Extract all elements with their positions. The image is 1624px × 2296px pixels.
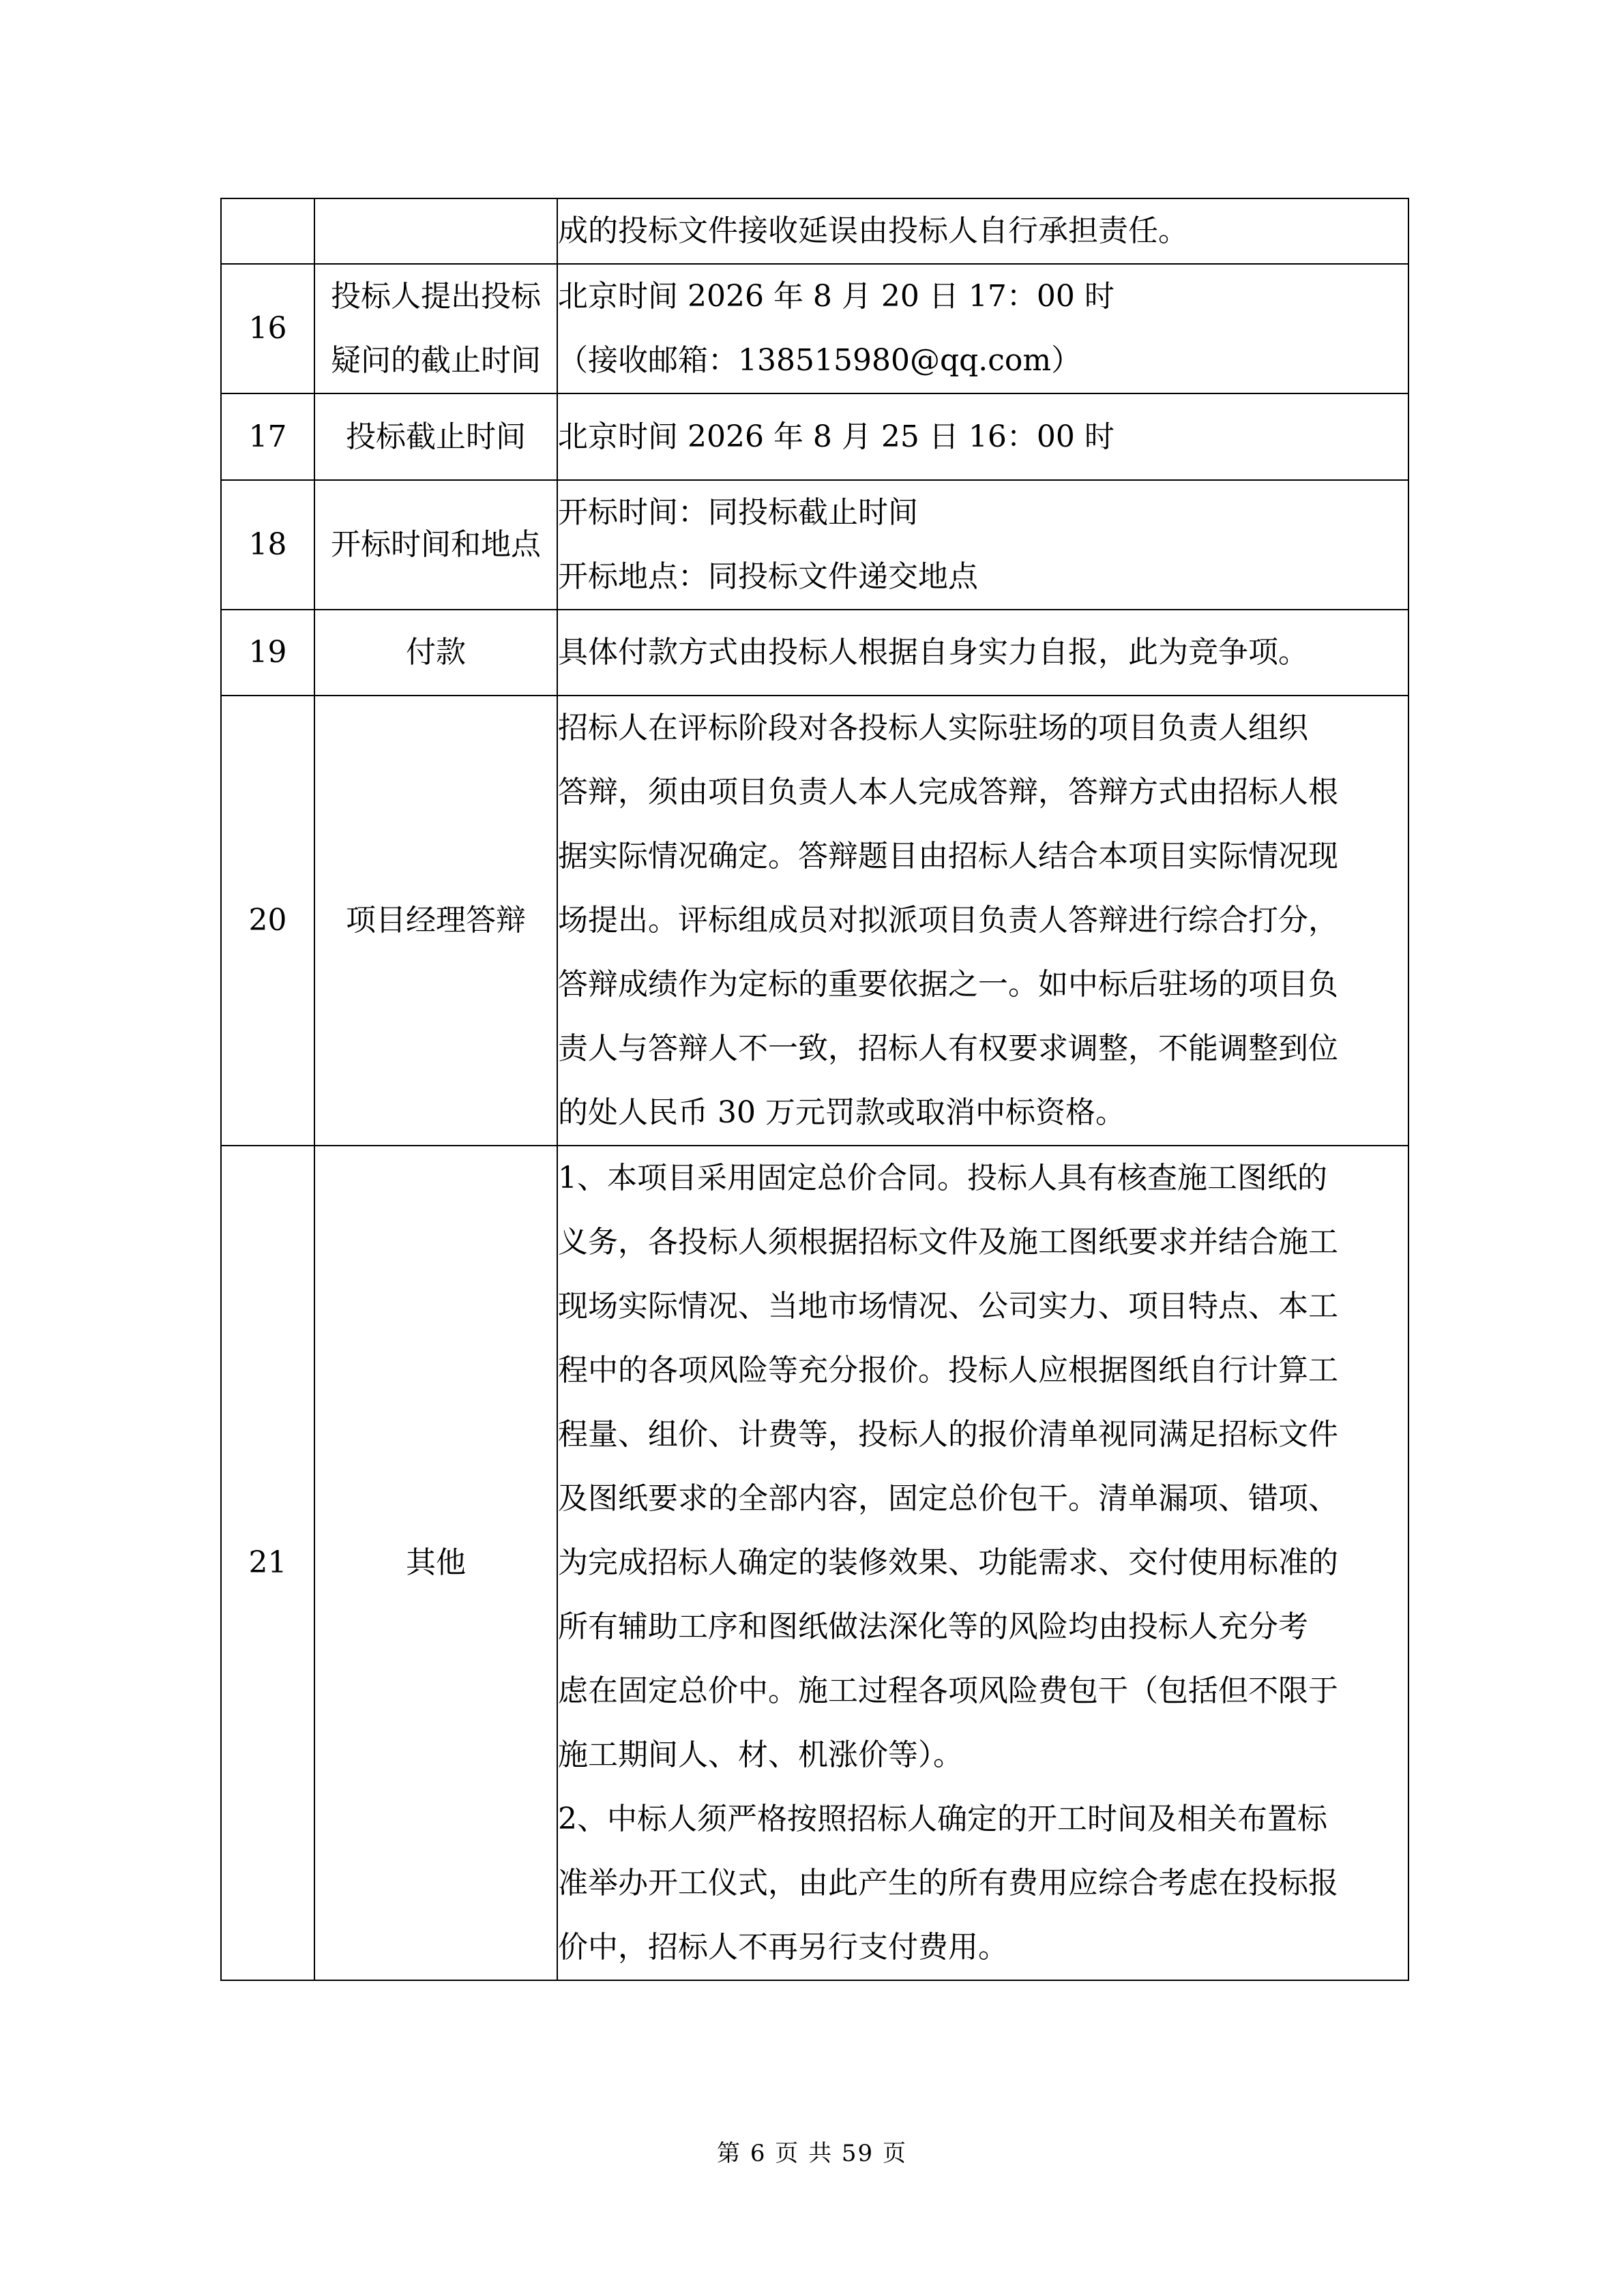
row-content-line: 北京时间 2026 年 8 月 25 日 16：00 时 [558, 419, 1114, 454]
row-number [221, 198, 314, 264]
row-content-line: 2、中标人须严格按照招标人确定的开工时间及相关布置标 [558, 1802, 1327, 1836]
row-label-line: 投标截止时间 [346, 419, 526, 454]
row-content-line: 1、本项目采用固定总价合同。投标人具有核查施工图纸的 [558, 1161, 1327, 1195]
row-content-line: 现场实际情况、当地市场情况、公司实力、项目特点、本工 [558, 1289, 1338, 1324]
row-content-line: 义务，各投标人须根据招标文件及施工图纸要求并结合施工 [558, 1225, 1338, 1259]
bid-info-table [220, 198, 1409, 1981]
row-number: 16 [221, 264, 314, 393]
row-content-line: 的处人民币 30 万元罚款或取消中标资格。 [558, 1095, 1125, 1130]
table-row [221, 480, 1408, 610]
row-content-line: 成的投标文件接收延误由投标人自行承担责任。 [558, 213, 1188, 248]
row-content-line: 据实际情况确定。答辩题目由招标人结合本项目实际情况现 [558, 839, 1338, 874]
row-label-line: 项目经理答辩 [346, 903, 526, 938]
row-label [314, 264, 557, 393]
row-content-line: 答辩成绩作为定标的重要依据之一。如中标后驻场的项目负 [558, 967, 1338, 1002]
row-label [314, 198, 557, 264]
row-number: 21 [221, 1146, 314, 1980]
table-row [221, 696, 1408, 1146]
row-content-line: 开标地点：同投标文件递交地点 [558, 559, 978, 594]
row-content-line: 责人与答辩人不一致，招标人有权要求调整，不能调整到位 [558, 1031, 1338, 1066]
table-body [221, 198, 1408, 1980]
row-number: 19 [221, 610, 314, 696]
row-number: 17 [221, 393, 314, 480]
row-number: 18 [221, 480, 314, 610]
row-content-line: （接收邮箱：138515980@qq.com） [558, 343, 1082, 378]
row-content [557, 393, 1408, 480]
row-content-line: 施工期间人、材、机涨价等）。 [558, 1738, 963, 1772]
row-label-line: 疑问的截止时间 [331, 343, 541, 378]
page-footer: 第 6 页 共 59 页 [717, 2140, 907, 2167]
row-content-line: 虑在固定总价中。施工过程各项风险费包干（包括但不限于 [558, 1673, 1338, 1708]
row-content-line: 答辩，须由项目负责人本人完成答辩，答辩方式由招标人根 [558, 775, 1338, 809]
row-content-line: 价中，招标人不再另行支付费用。 [558, 1930, 1008, 1965]
row-content-line: 北京时间 2026 年 8 月 20 日 17：00 时 [558, 279, 1114, 314]
row-content-line: 招标人在评标阶段对各投标人实际驻场的项目负责人组织 [558, 711, 1308, 745]
row-content-line: 场提出。评标组成员对拟派项目负责人答辩进行综合打分， [558, 903, 1338, 938]
row-content-line: 准举办开工仪式，由此产生的所有费用应综合考虑在投标报 [558, 1866, 1338, 1900]
row-content-line: 为完成招标人确定的装修效果、功能需求、交付使用标准的 [558, 1545, 1338, 1580]
table-row [221, 1146, 1408, 1980]
row-content-line: 及图纸要求的全部内容，固定总价包干。清单漏项、错项、 [558, 1481, 1338, 1516]
row-content-line: 所有辅助工序和图纸做法深化等的风险均由投标人充分考 [558, 1609, 1308, 1644]
row-content [557, 1146, 1408, 1980]
row-content [557, 610, 1408, 696]
row-number: 20 [221, 696, 314, 1146]
table-row [221, 264, 1408, 393]
table-row [221, 393, 1408, 480]
row-label-line: 付款 [406, 635, 466, 670]
row-content-line: 程量、组价、计费等，投标人的报价清单视同满足招标文件 [558, 1417, 1338, 1452]
table-row [221, 610, 1408, 696]
row-label [314, 480, 557, 610]
row-content-line: 具体付款方式由投标人根据自身实力自报，此为竞争项。 [558, 635, 1308, 670]
table-row [221, 198, 1408, 264]
row-content [557, 480, 1408, 610]
row-label-line: 其他 [406, 1545, 466, 1580]
row-label [314, 610, 557, 696]
row-label [314, 696, 557, 1146]
row-content-line: 开标时间：同投标截止时间 [558, 495, 918, 530]
row-label-line: 开标时间和地点 [331, 527, 541, 562]
row-content [557, 198, 1408, 264]
row-label [314, 1146, 557, 1980]
row-content-line: 程中的各项风险等充分报价。投标人应根据图纸自行计算工 [558, 1353, 1338, 1388]
row-label [314, 393, 557, 480]
row-content [557, 696, 1408, 1146]
row-label-line: 投标人提出投标 [331, 279, 541, 314]
row-content [557, 264, 1408, 393]
